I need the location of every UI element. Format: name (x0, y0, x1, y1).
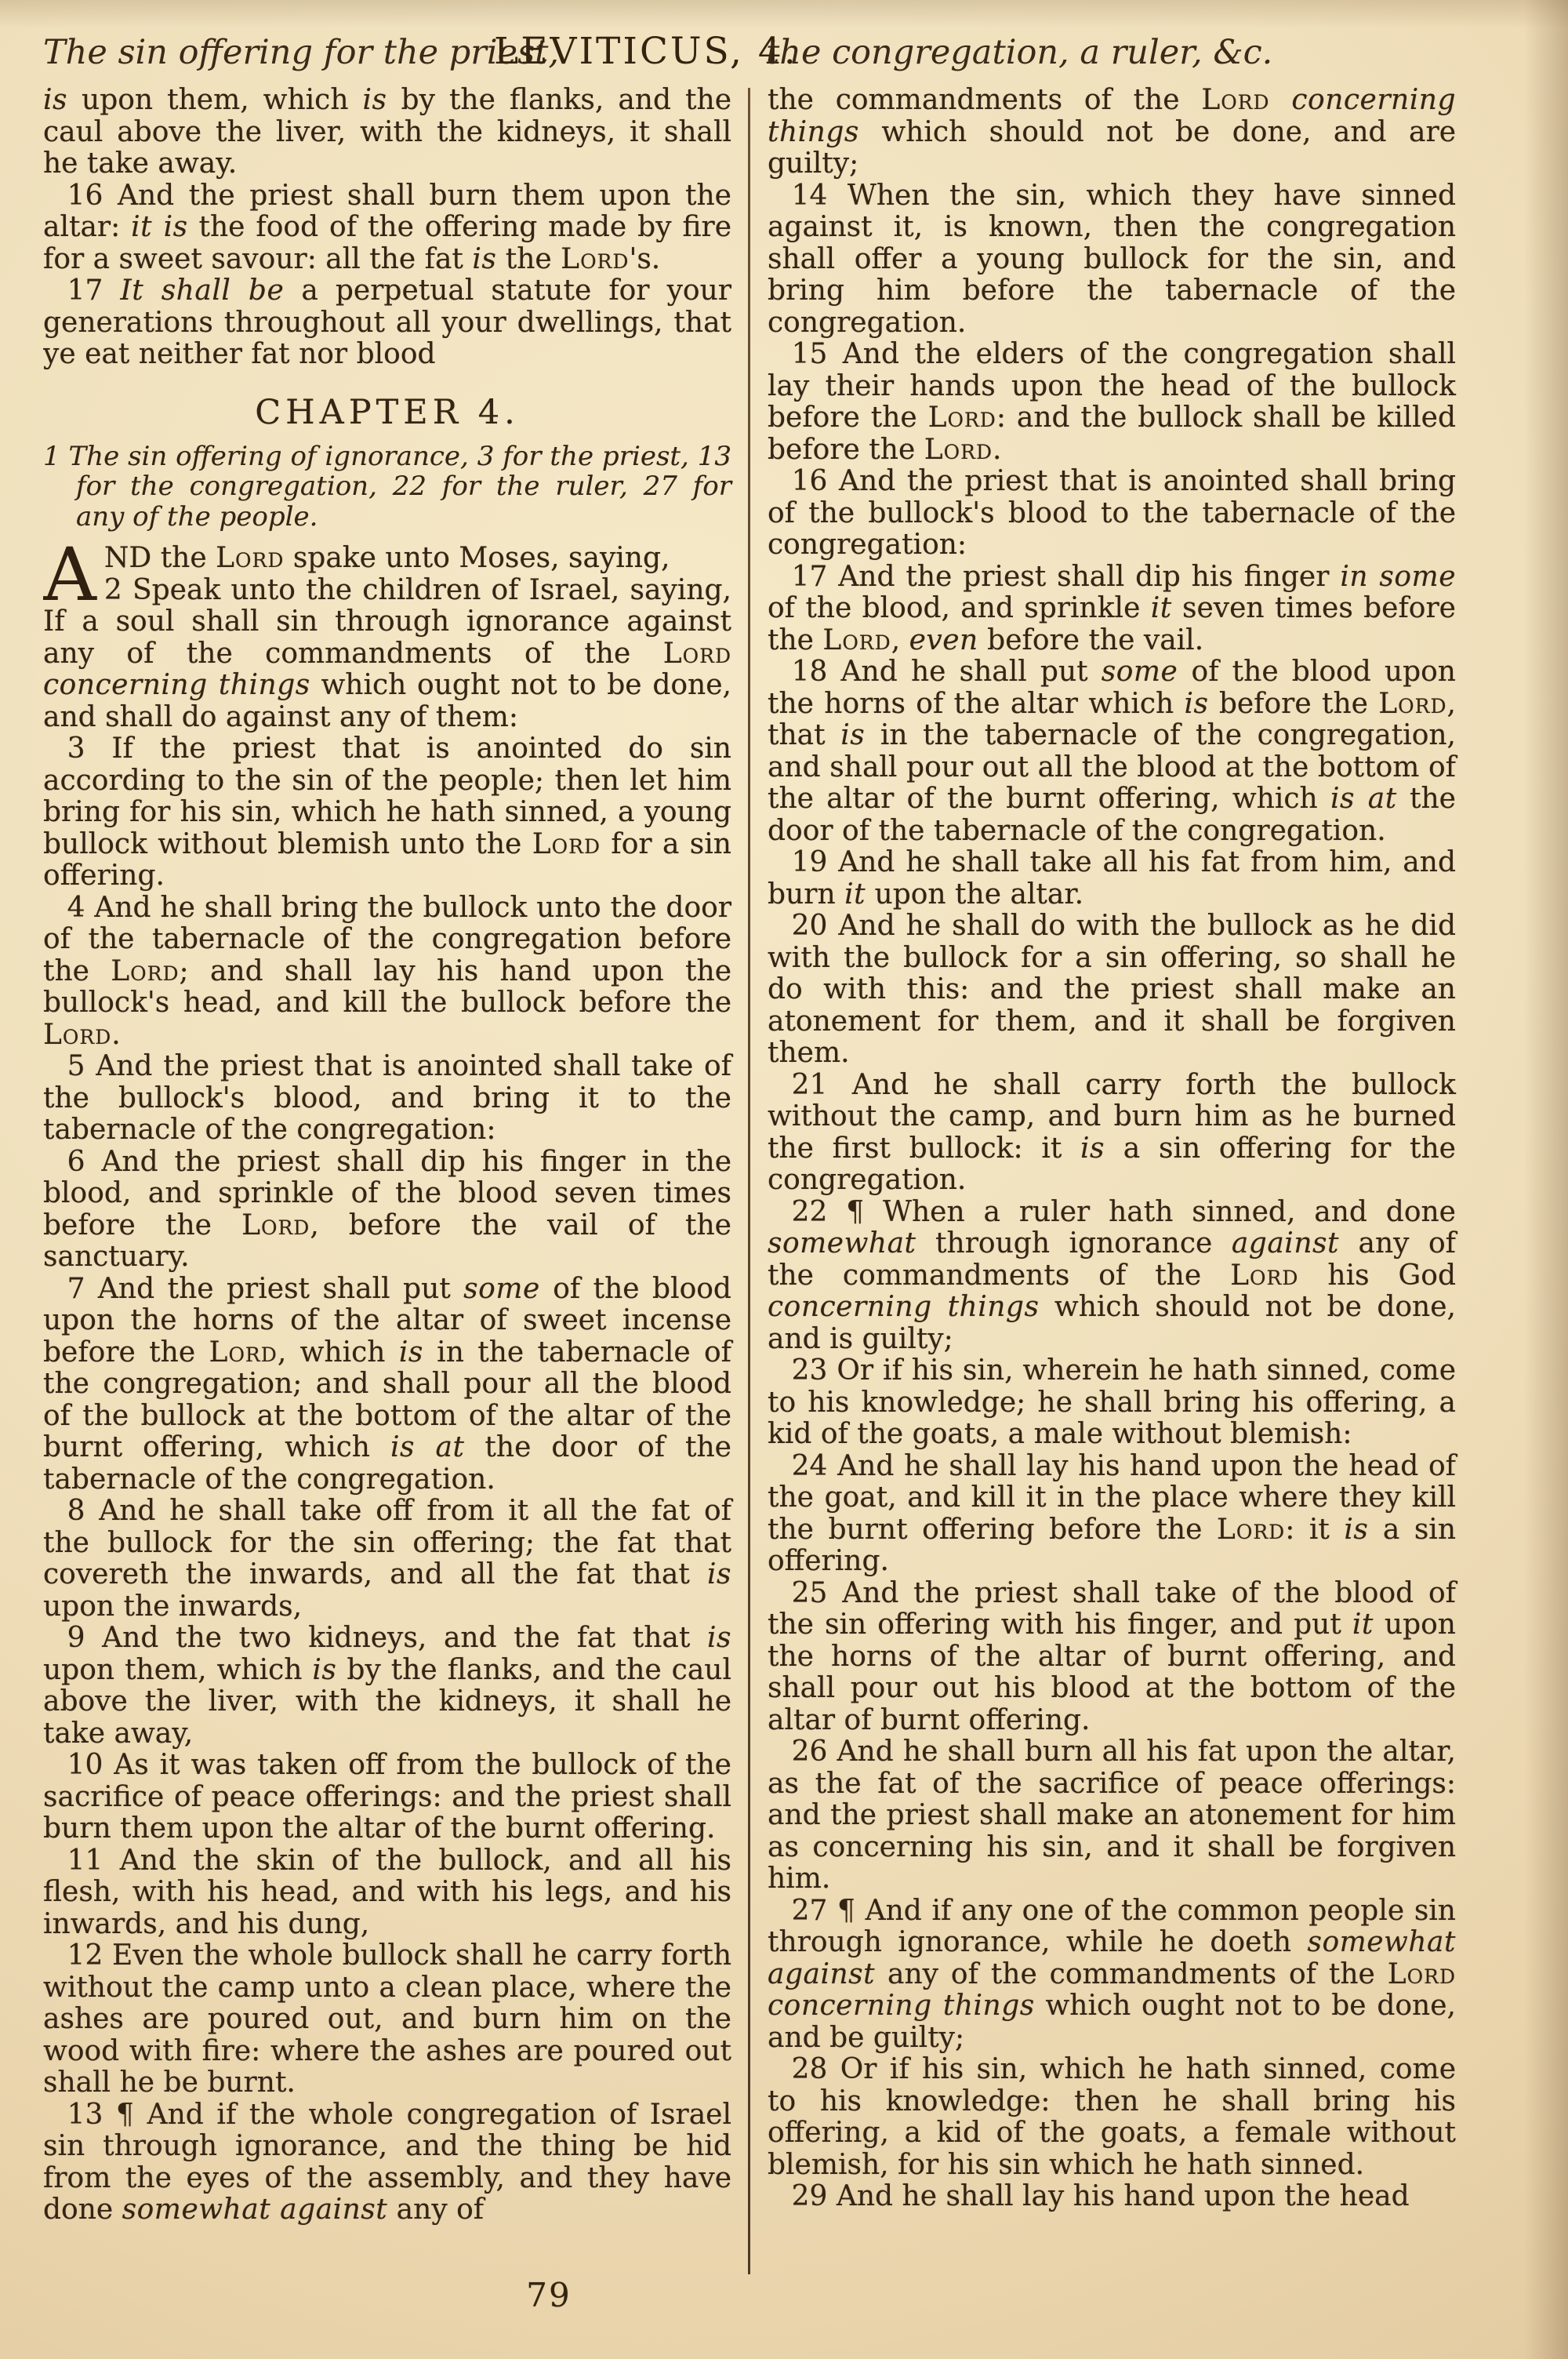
verse-text: 3 If the priest that is anointed do sin according to the sin of the people; then let him bring for his sin, which he hath sinned, a young bullock without blemish unto the Lord for a sin offering. (43, 732, 731, 892)
small-caps-lord: Lord (927, 402, 996, 434)
verse-with-drop-cap (43, 533, 731, 618)
verse-text: 17 It shall be a perpetual statute for your generations throughout all your dwellings, that ye eat neither fat nor blood (43, 274, 731, 370)
small-caps-lord: Lord (1378, 687, 1447, 720)
small-caps-lord: Lord (662, 637, 731, 670)
small-caps-lord: Lord (1201, 85, 1270, 116)
small-caps-lord: Lord (822, 623, 891, 656)
page-number: 79 (526, 2276, 572, 2314)
verse-text: 15 And the elders of the congregation shall lay their hands upon the head of the bullock before the Lord: and the bullock shall be killed before the Lord. (768, 338, 1456, 466)
verse-text: 26 And he shall burn all his fat upon the altar, as the fat of the sacrifice of peace offerings: and the priest shall make an atonement for him as concerning his sin, and it shall be forgiven him. (768, 1736, 1456, 1895)
verse-text: 6 And the priest shall dip his finger in the blood, and sprinkle of the blood seven times before the Lord, before the vail of the sanctuary. (43, 1145, 731, 1273)
small-caps-lord: Lord (111, 954, 180, 987)
verse-text: 25 And the priest shall take of the blood of the sin offering with his finger, and put it upon the horns of the altar of burnt offering, and shall pour out his blood at the bottom of the altar of burnt offering. (768, 1576, 1456, 1736)
drop-cap-letter: A (43, 533, 96, 618)
small-caps-lord: Lord (532, 827, 601, 860)
verse-text: 28 Or if his sin, which he hath sinned, come to his knowledge: then he shall bring his offering, a kid of the goats, a female without blemish, for his sin which he hath sinned. (768, 2053, 1456, 2181)
verse-text: 12 Even the whole bullock shall he carry forth without the camp unto a clean place, where the ashes are poured out, and burn him on the wood with fire: where the ashes are poured out shall he be burnt. (43, 1939, 731, 2099)
small-caps-lord: Lord (241, 1209, 310, 1241)
verse-text: 29 And he shall lay his hand upon the head (791, 2180, 1410, 2212)
running-head-right: the congregation, a ruler, &c. (766, 33, 1273, 72)
small-caps-lord: Lord (924, 433, 993, 466)
verse-text: 20 And he shall do with the bullock as he did with the bullock for a sin offering, so shall he do with this: and the priest shall make an atonement for them, and it shall be forgiven them. (768, 910, 1456, 1069)
continuation-text: the commandments of the Lord concerning things which should not be done, and are guilty; (768, 85, 1456, 180)
verse-text: 5 And the priest that is anointed shall take of the bullock's blood, and bring it to the tabernacle of the congregation: (43, 1050, 731, 1146)
continuation-text: is upon them, which is by the flanks, and the caul above the liver, with the kidneys, it shall he take away. (43, 85, 731, 180)
verse-text: 19 And he shall take all his fat from him, and burn it upon the altar. (768, 846, 1456, 911)
right-column (768, 85, 1456, 2292)
column-divider-rule (748, 88, 750, 2274)
small-caps-lord: Lord (1230, 1259, 1299, 1292)
small-caps-lord: Lord (561, 242, 630, 275)
verse-text: 4 And he shall bring the bullock unto the door of the tabernacle of the congregation before the Lord; and shall lay his hand upon the bullock's head, and kill the bullock before the Lord. (43, 891, 731, 1051)
verse-text: 9 And the two kidneys, and the fat that is upon them, which is by the flanks, and the caul above the liver, with the kidneys, it shall he take away, (43, 1622, 731, 1750)
verse-text: 13 ¶ And if the whole congregation of Israel sin through ignorance, and the thing be hid from the eyes of the assembly, and they have done somewhat against any of (43, 2098, 731, 2226)
verse-text: 16 And the priest that is anointed shall bring of the bullock's blood to the tabernacle of the congregation: (768, 465, 1456, 561)
verse-text: 18 And he shall put some of the blood upon the horns of the altar which is before the Lord, that is in the tabernacle of the congregation, and shall pour out all the blood at the bottom of the altar of the burnt offering, which is at the door of the tabernacle of the congregation. (768, 656, 1456, 847)
verse-text: 14 When the sin, which they have sinned against it, is known, then the congregation shall offer a young bullock for the sin, and bring him before the tabernacle of the congregation. (768, 179, 1456, 339)
small-caps-lord: Lord (209, 1336, 278, 1369)
verse-text: 23 Or if his sin, wherein he hath sinned, come to his knowledge; he shall bring his offering, a kid of the goats, a male without blemish: (768, 1354, 1456, 1450)
text-columns (43, 85, 1490, 2292)
verse-text: 24 And he shall lay his hand upon the head of the goat, and kill it in the place where they kill the burnt offering before the Lord: it is a sin offering. (768, 1449, 1456, 1577)
page-footer (0, 2276, 1098, 2314)
left-column (43, 85, 731, 2292)
verse-text: 17 And the priest shall dip his finger in some of the blood, and sprinkle it seven times before the Lord, even before the vail. (768, 560, 1456, 656)
running-head-left: The sin offering for the priest, (43, 33, 560, 72)
verse-text: 10 As it was taken off from the bullock of the sacrifice of peace offerings: and the priest shall burn them upon the altar of the burnt offering. (43, 1749, 731, 1845)
verse-text: 27 ¶ And if any one of the common people sin through ignorance, while he doeth somewhat against any of the commandments of the Lord concerning things which ought not to be done, and be guilty; (768, 1894, 1456, 2054)
verse-text: 21 And he shall carry forth the bullock without the camp, and burn him as he burned the first bullock: it is a sin offering for the congregation. (768, 1068, 1456, 1196)
verse-text: 2 Speak unto the children of Israel, saying, If a soul shall sin through ignorance against any of the commandments of the Lord concerning things which ought not to be done, and shall do against any of them: (43, 573, 731, 733)
verse-text: 8 And he shall take off from it all the fat of the bullock for the sin offering; the fat that covereth the inwards, and all the fat that is upon the inwards, (43, 1495, 731, 1623)
verse-text: ND the Lord spake unto Moses, saying, (103, 542, 670, 574)
small-caps-lord: Lord (43, 1018, 112, 1051)
page-header (43, 27, 1490, 77)
chapter-summary: 1 The sin offering of ignorance, 3 for the priest, 13 for the congregation, 22 for the ruler, 27 for any of the people. (43, 440, 731, 533)
verse-text: 22 ¶ When a ruler hath sinned, and done somewhat through ignorance against any of the commandments of the Lord his God concerning things which should not be done, and is guilty; (768, 1195, 1456, 1355)
verse-text: 7 And the priest shall put some of the blood upon the horns of the altar of sweet incense before the Lord, which is in the tabernacle of the congregation; and shall pour all the blood of the bullock at the bottom of the altar of the burnt offering, which is at the door of the tabernacle of the congregation. (43, 1272, 731, 1496)
small-caps-lord: Lord (1216, 1513, 1286, 1546)
verse-text: 16 And the priest shall burn them upon the altar: it is the food of the offering made by fire for a sweet savour: all the fat is the Lord's. (43, 179, 731, 275)
small-caps-lord: Lord (216, 542, 285, 574)
small-caps-lord: Lord (1387, 1957, 1456, 1990)
verse-text: 11 And the skin of the bullock, and all his flesh, with his head, and with his legs, and his inwards, and his dung, (43, 1844, 731, 1940)
chapter-heading: CHAPTER 4. (255, 392, 520, 432)
book-title: LEVITICUS, 4. (494, 30, 798, 73)
